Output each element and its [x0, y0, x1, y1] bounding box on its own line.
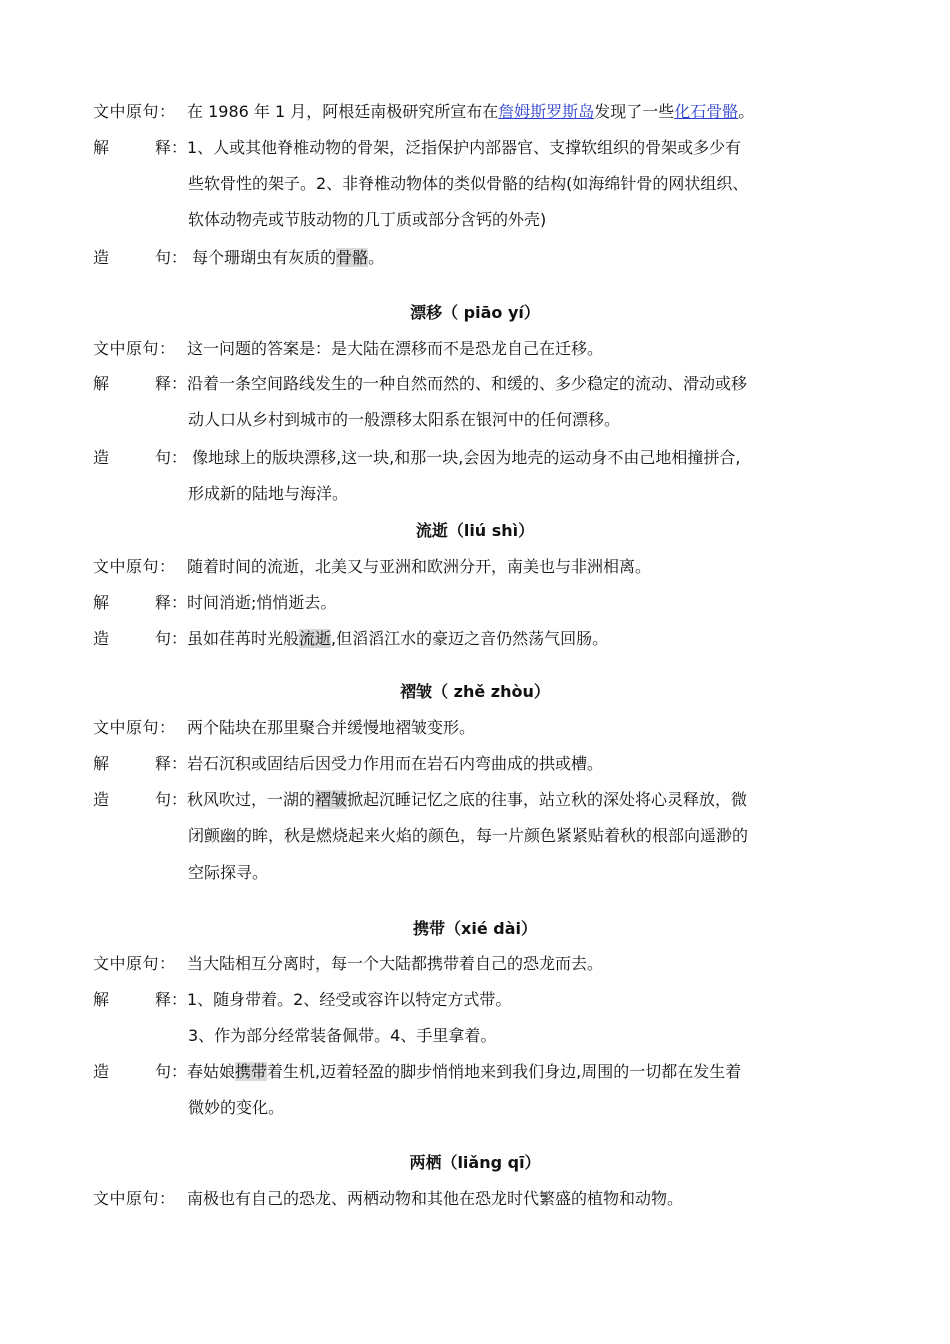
source-label: 文中原句： [93, 1189, 176, 1208]
entry-source-row [93, 1181, 883, 1217]
explain-label: 解 释： [93, 593, 188, 612]
highlighted-word: 携带 [235, 1062, 268, 1081]
explain-label: 解 释： [93, 754, 188, 773]
word-title: 两栖（liǎng qī） [409, 1153, 541, 1172]
example-text-continued: 形成新的陆地与海洋。 [188, 484, 349, 503]
entry-example-row [93, 240, 883, 276]
example-text-continued: 闭颤幽的眸，秋是燃烧起来火焰的颜色，每一片颜色紧紧贴着秋的根部向遥渺的 [188, 826, 749, 845]
explain-text-continued: 3、作为部分经常装备佩带。4、手里拿着。 [188, 1026, 497, 1045]
highlighted-word: 褶皱 [315, 790, 348, 809]
entry-source-row [93, 94, 883, 130]
word-title: 携带（xié dài） [413, 919, 537, 938]
source-label: 文中原句： [93, 954, 176, 973]
example-text: 秋风吹过，一湖的褶皱掀起沉睡记忆之底的往事，站立秋的深处将心灵释放，微 [187, 790, 748, 809]
entry-source-row [93, 710, 883, 746]
word-title: 漂移（ piāo yí） [410, 303, 540, 322]
explain-label: 解 释： [93, 990, 188, 1009]
link-james-ross-island[interactable]: 詹姆斯罗斯岛 [498, 102, 595, 121]
explain-text: 时间消逝;悄悄逝去。 [187, 593, 337, 612]
source-text: 两个陆块在那里聚合并缓慢地褶皱变形。 [187, 718, 476, 737]
source-label: 文中原句： [93, 557, 176, 576]
example-text-continued: 空际探寻。 [188, 863, 269, 882]
entry-explain-row [93, 746, 883, 782]
source-text: 随着时间的流逝，北美又与亚洲和欧洲分开，南美也与非洲相离。 [187, 557, 652, 576]
source-label: 文中原句： [93, 718, 176, 737]
entry-example-row [93, 1054, 883, 1090]
source-text: 这一问题的答案是：是大陆在漂移而不是恐龙自己在迁移。 [187, 339, 604, 358]
explain-text: 1、人或其他脊椎动物的骨架，泛指保护内部器官、支撑软组织的骨架或多少有 [187, 138, 742, 157]
source-label: 文中原句： [93, 339, 176, 358]
example-label: 造 句： [93, 248, 188, 267]
example-label: 造 句： [93, 629, 188, 648]
explain-text: 岩石沉积或固结后因受力作用而在岩石内弯曲成的拱或槽。 [187, 754, 604, 773]
explain-text-continued: 软体动物壳或节肢动物的几丁质或部分含钙的外壳) [188, 210, 547, 229]
word-title: 流逝（liú shì） [415, 521, 535, 540]
entry-source-row [93, 549, 883, 585]
explain-label: 解 释： [93, 374, 188, 393]
source-text: 南极也有自己的恐龙、两栖动物和其他在恐龙时代繁盛的植物和动物。 [187, 1189, 684, 1208]
entry-explain-row [93, 130, 883, 166]
entry-example-row [93, 782, 883, 818]
word-title: 褶皱（ zhě zhòu） [400, 682, 550, 701]
entry-example-row [93, 440, 883, 476]
example-label: 造 句： [93, 1062, 188, 1081]
entry-example-row [93, 621, 883, 657]
example-label: 造 句： [93, 790, 188, 809]
example-text: 每个珊瑚虫有灰质的骨骼。 [187, 248, 385, 267]
entry-explain-row [93, 366, 883, 402]
source-label: 文中原句： [93, 102, 176, 121]
entry-explain-row [93, 982, 883, 1018]
example-text: 虽如荏苒时光般流逝,但滔滔江水的豪迈之音仍然荡气回肠。 [187, 629, 609, 648]
explain-text-continued: 动人口从乡村到城市的一般漂移太阳系在银河中的任何漂移。 [188, 410, 621, 429]
link-fossil-bones[interactable]: 化石骨骼 [674, 102, 739, 121]
entry-explain-row [93, 585, 883, 621]
explain-label: 解 释： [93, 138, 188, 157]
entry-source-row [93, 331, 883, 367]
explain-text: 1、随身带着。2、经受或容许以特定方式带。 [187, 990, 512, 1009]
source-text: 在 1986 年 1 月，阿根廷南极研究所宣布在詹姆斯罗斯岛发现了一些化石骨骼。 [187, 102, 755, 121]
highlighted-word: 流逝 [299, 629, 332, 648]
example-text-continued: 微妙的变化。 [188, 1098, 285, 1117]
example-text: 春姑娘携带着生机,迈着轻盈的脚步悄悄地来到我们身边,周围的一切都在发生着 [187, 1062, 742, 1081]
example-label: 造 句： [93, 448, 188, 467]
highlighted-word: 骨骼 [336, 248, 369, 267]
entry-source-row [93, 946, 883, 982]
explain-text: 沿着一条空间路线发生的一种自然而然的、和缓的、多少稳定的流动、滑动或移 [187, 374, 748, 393]
example-text: 像地球上的版块漂移,这一块,和那一块,会因为地壳的运动身不由己地相撞拼合, [187, 448, 741, 467]
explain-text-continued: 些软骨性的架子。2、非脊椎动物体的类似骨骼的结构(如海绵针骨的网状组织、 [188, 174, 749, 193]
source-text: 当大陆相互分离时，每一个大陆都携带着自己的恐龙而去。 [187, 954, 604, 973]
